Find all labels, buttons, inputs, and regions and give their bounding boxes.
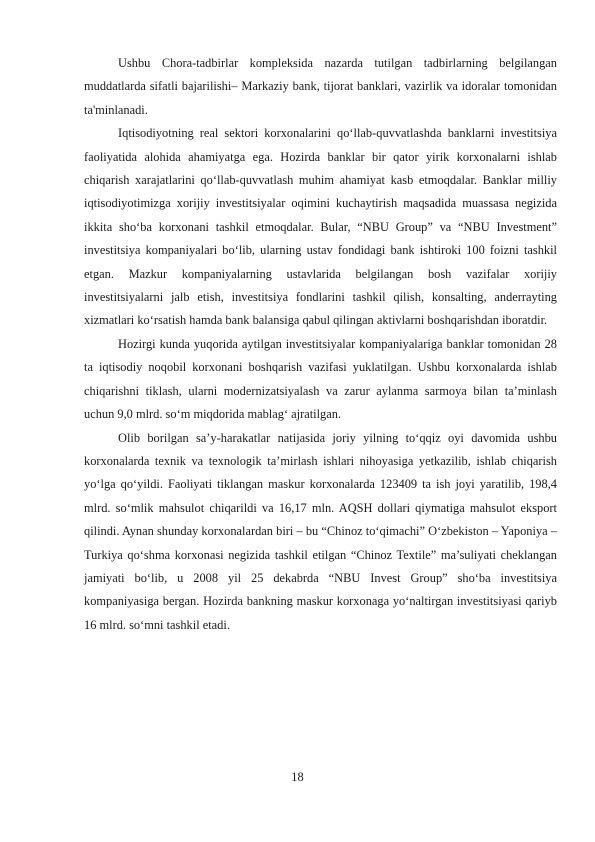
document-page: [84, 52, 557, 637]
paragraph-1: Ushbu Chora-tadbirlar kompleksida nazarda tutilgan tadbirlarning belgilangan muddatlarda sifatli bajarilishi– Markaziy bank, tijorat banklari, vazirlik va idoralar tomonidan ta'minlanadi.: [84, 56, 557, 117]
page-number: 18: [291, 770, 304, 784]
paragraph-4: Olib borilgan sa’y-harakatlar natijasida joriy yilning to‘qqiz oyi davomida ushbu korxonalarda texnik va texnologik ta’mirlash ishlari nihoyasiga yetkazilib, ishlab chiqarish yo‘lga qo‘yildi. Faoliyati tiklangan maskur korxonalarda 123409 ta ish joyi yaratilib, 198,4 mlrd. so‘mlik mahsulot chiqarildi va 16,17 mln. AQSH dollari qiymatiga mahsulot eksport qilindi. Aynan shunday korxonalardan biri – bu “Chinoz to‘qimachi” O‘zbekiston – Yaponiya – Turkiya qo‘shma korxonasi negizida tashkil etilgan “Chinoz Textile” ma’suliyati cheklangan jamiyati bo‘lib, u 2008 yil 25 dekabrda “NBU Invest Group” sho‘ba investitsiya kompaniyasiga bergan. Hozirda bankning maskur korxonaga yo‘naltirgan investitsiyasi qariyb 16 mlrd. so‘mni tashkil etadi.: [84, 430, 557, 632]
paragraph-2: Iqtisodiyotning real sektori korxonalarini qo‘llab-quvvatlashda banklarni investitsiya faoliyatida alohida ahamiyatga ega. Hozirda banklar bir qator yirik korxonalarni ishlab chiqarish xarajatlarini qo‘llab-quvvatlash muhim ahamiyat kasb etmoqdalar. Banklar milliy iqtisodiyotimizga xorijiy investitsiyalar oqimini kuchaytirish maqsadida muassasa negizida ikkita sho‘ba korxonani tashkil etmoqdalar. Bular, “NBU Group” va “NBU Investment” investitsiya kompaniyalari bo‘lib, ularning ustav fondidagi bank ishtiroki 100 foizni tashkil etgan. Mazkur kompaniyalarning ustavlarida belgilangan bosh vazifalar xorijiy investitsiyalarni jalb etish, investitsiya fondlarini tashkil qilish, konsalting, anderrayting xizmatlari ko‘rsatish hamda bank balansiga qabul qilingan aktivlarni boshqarishdan iboratdir.: [84, 126, 557, 328]
paragraph-3: Hozirgi kunda yuqorida aytilgan investitsiyalar kompaniyalariga banklar tomonidan 28 ta iqtisodiy noqobil korxonani boshqarish vazifasi yuklatilgan. Ushbu korxonalarda ishlab chiqarishni tiklash, ularni modernizatsiyalash va zarur aylanma sarmoya bilan ta’minlash uchun 9,0 mlrd. so‘m miqdorida mablag‘ ajratilgan.: [84, 336, 557, 422]
